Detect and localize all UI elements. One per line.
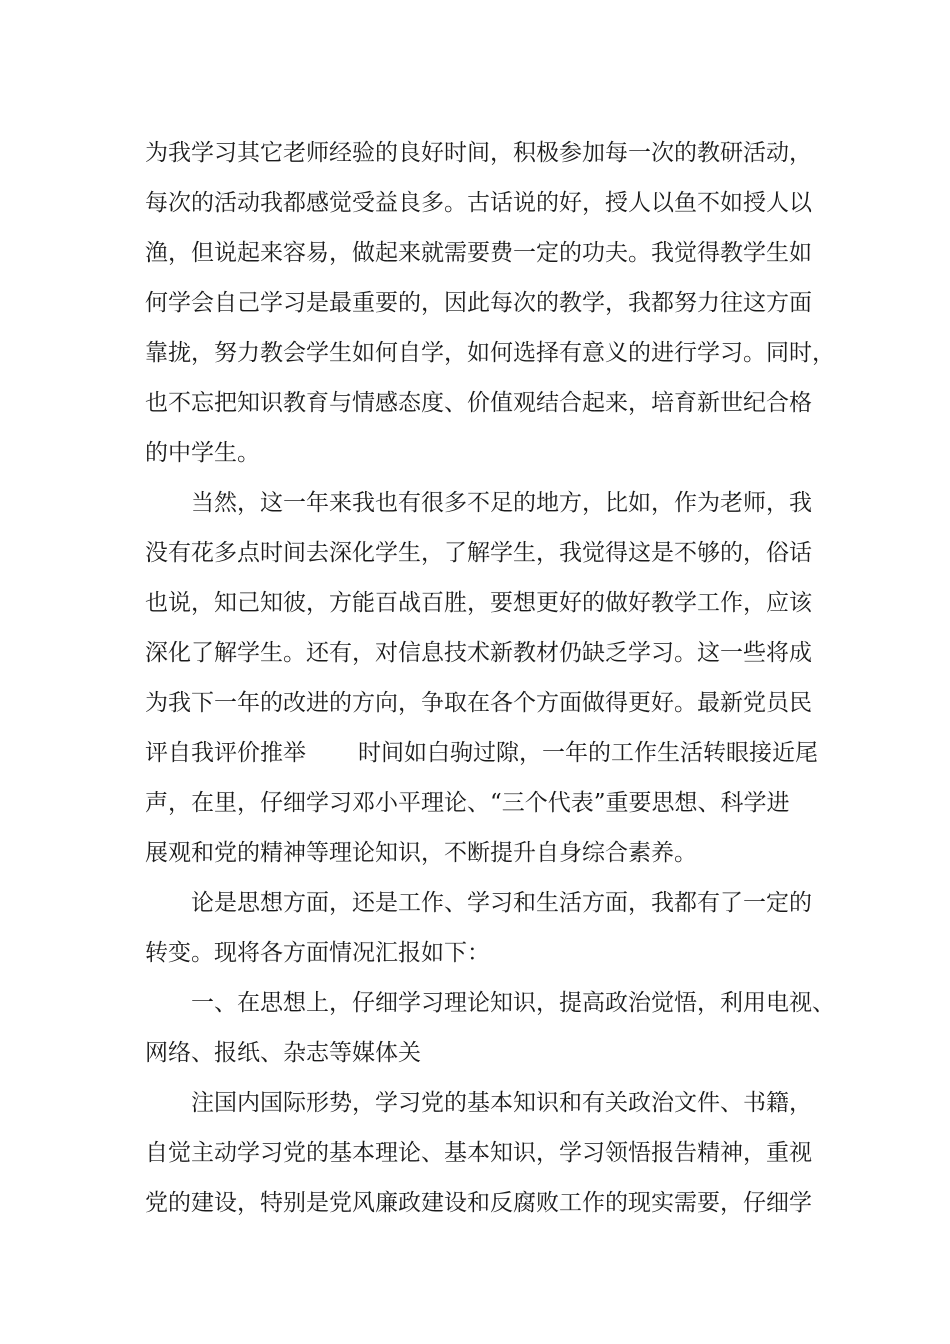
text-line: 渔，但说起来容易，做起来就需要费一定的功夫。我觉得教学生如: [145, 240, 812, 266]
text-line: 为我下一年的改进的方向，争取在各个方面做得更好。最新党员民: [145, 690, 812, 716]
text-line: 每次的活动我都感觉受益良多。古话说的好，授人以鱼不如授人以: [145, 190, 812, 216]
text-fragment: 评自我评价推举: [145, 740, 306, 766]
text-line: 的中学生。: [145, 440, 260, 466]
text-line: 声，在里，仔细学习邓小平理论、“三个代表”重要思想、科学进: [145, 790, 790, 816]
text-line: 党的建设，特别是党风廉政建设和反腐败工作的现实需要，仔细学: [145, 1190, 812, 1216]
text-line: 自觉主动学习党的基本理论、基本知识，学习领悟报告精神，重视: [145, 1140, 812, 1166]
text-line: 也不忘把知识教育与情感态度、价值观结合起来，培育新世纪合格: [145, 390, 812, 416]
text-line: 为我学习其它老师经验的良好时间，积极参加每一次的教研活动，: [145, 140, 812, 166]
text-line: [145, 728, 835, 778]
text-line: 深化了解学生。还有，对信息技术新教材仍缺乏学习。这一些将成: [145, 640, 812, 666]
text-line: 也说，知己知彼，方能百战百胜，要想更好的做好教学工作，应该: [145, 590, 812, 616]
text-line: 没有花多点时间去深化学生，了解学生，我觉得这是不够的，俗话: [145, 540, 812, 566]
text-line: 靠拢，努力教会学生如何自学，如何选择有意义的进行学习。同时，: [145, 340, 835, 366]
text-fragment: 时间如白驹过隙，一年的工作生活转眼接近尾: [358, 740, 818, 766]
text-line: 何学会自己学习是最重要的，因此每次的教学，我都努力往这方面: [145, 290, 812, 316]
paragraph-start-line: 当然，这一年来我也有很多不足的地方，比如，作为老师，我: [191, 490, 812, 516]
text-line: 网络、报纸、杂志等媒体关: [145, 1040, 421, 1066]
paragraph-start-line: 一、在思想上，仔细学习理论知识，提高政治觉悟，利用电视、: [191, 990, 835, 1016]
text-line: 转变。现将各方面情况汇报如下：: [145, 940, 490, 966]
document-body: [145, 128, 835, 1228]
paragraph-start-line: 论是思想方面，还是工作、学习和生活方面，我都有了一定的: [191, 890, 812, 916]
text-line: 展观和党的精神等理论知识，不断提升自身综合素养。: [145, 840, 697, 866]
paragraph-start-line: 注国内国际形势，学习党的基本知识和有关政治文件、书籍，: [191, 1090, 812, 1116]
